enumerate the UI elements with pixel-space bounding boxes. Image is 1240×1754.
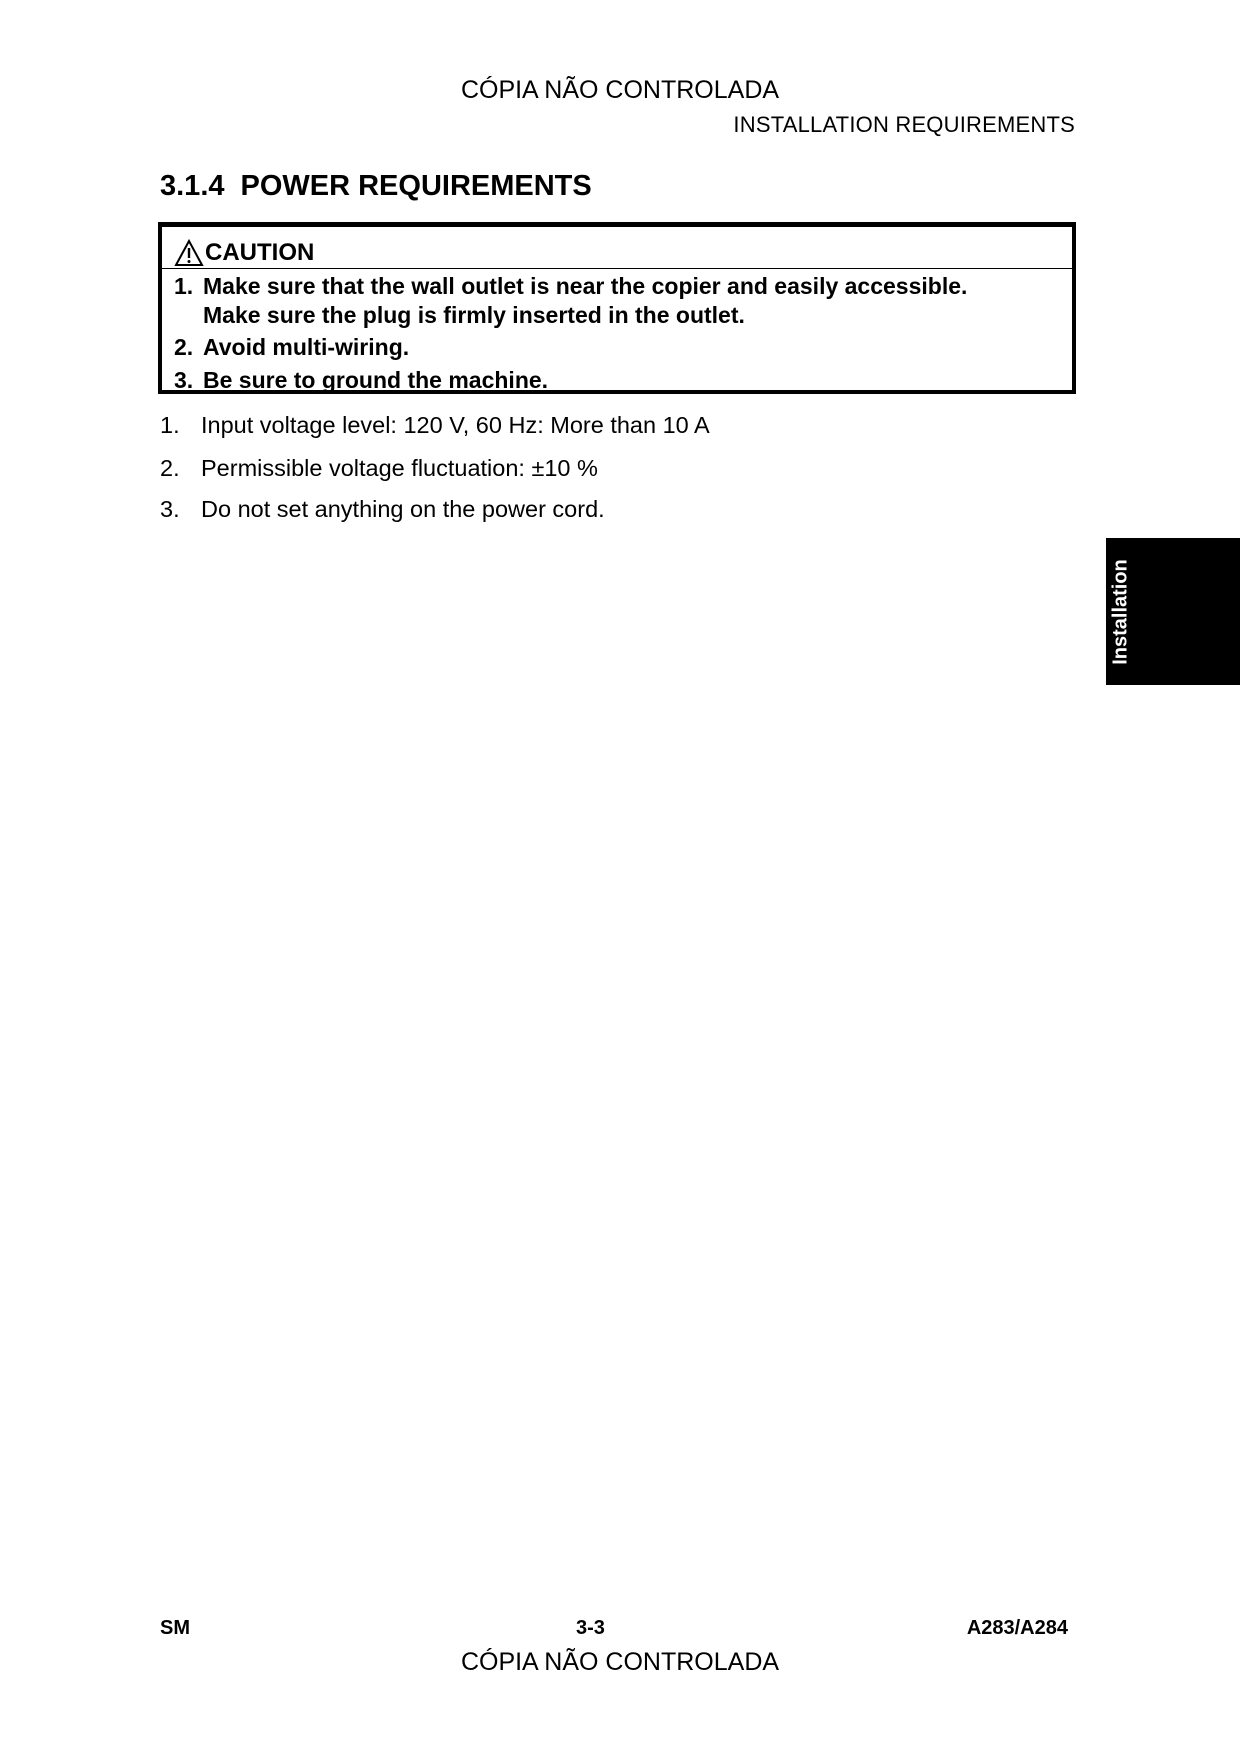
caution-item-line: Avoid multi-wiring.	[203, 334, 410, 360]
caution-item-line: Be sure to ground the machine.	[203, 367, 549, 393]
footer-manual-code: SM	[160, 1617, 190, 1639]
requirement-item	[160, 455, 598, 482]
caution-item-number: 2.	[174, 334, 194, 360]
watermark-top: CÓPIA NÃO CONTROLADA	[460, 76, 780, 104]
caution-item-line: Make sure the plug is firmly inserted in the outlet.	[203, 302, 745, 328]
requirement-number: 3.	[160, 496, 180, 522]
caution-item	[174, 366, 548, 395]
caution-item	[174, 272, 967, 330]
caution-header	[174, 233, 314, 267]
requirement-number: 1.	[160, 412, 180, 438]
requirement-item	[160, 412, 710, 439]
chapter-side-tab-label: Installation	[1109, 558, 1132, 665]
requirement-text: Input voltage level: 120 V, 60 Hz: More than 10 A	[201, 412, 710, 438]
caution-item	[174, 333, 409, 362]
chapter-side-tab	[1106, 538, 1240, 685]
requirement-item	[160, 496, 605, 523]
footer-page-number: 3-3	[576, 1617, 605, 1639]
warning-triangle-icon	[174, 239, 204, 267]
section-number: 3.1.4	[160, 170, 225, 202]
caution-box	[158, 222, 1076, 394]
caution-item-number: 1.	[174, 273, 194, 299]
caution-item-number: 3.	[174, 367, 194, 393]
caution-label: CAUTION	[205, 239, 315, 266]
requirement-text: Do not set anything on the power cord.	[201, 496, 605, 522]
requirement-number: 2.	[160, 455, 180, 481]
section-title: POWER REQUIREMENTS	[240, 170, 592, 202]
running-header: INSTALLATION REQUIREMENTS	[733, 112, 1075, 137]
footer-model-number: A283/A284	[966, 1617, 1068, 1639]
requirement-text: Permissible voltage fluctuation: ±10 %	[201, 455, 598, 481]
caution-item-line: Make sure that the wall outlet is near the copier and easily accessible.	[203, 273, 968, 299]
section-heading	[160, 170, 592, 203]
caution-divider	[162, 268, 1072, 269]
watermark-bottom: CÓPIA NÃO CONTROLADA	[460, 1648, 780, 1676]
